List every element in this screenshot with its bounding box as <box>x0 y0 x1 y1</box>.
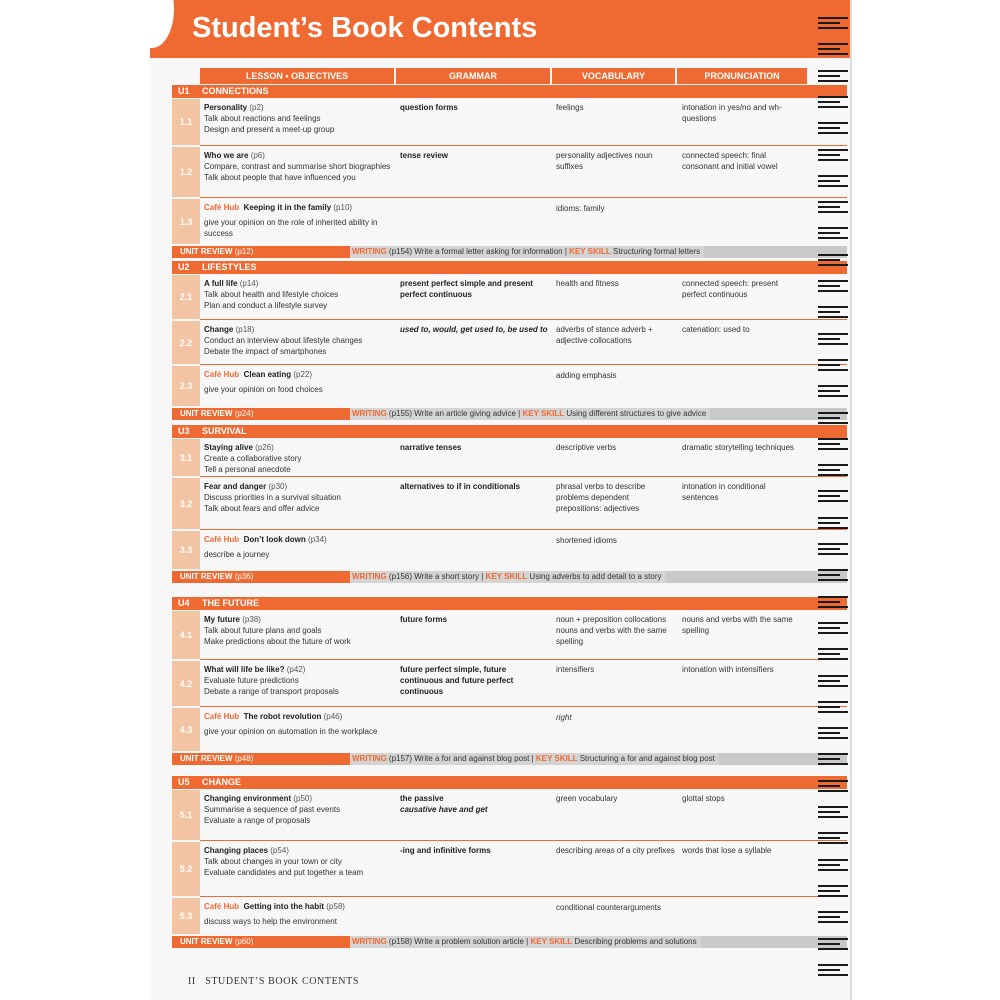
lesson-objective: Compare, contrast and summarise short biographies <box>204 162 391 171</box>
binding-ring <box>818 568 850 583</box>
grammar-cell <box>400 150 550 161</box>
binding-ring <box>818 858 850 873</box>
lesson-cell <box>204 793 394 826</box>
lesson-cell <box>204 614 394 647</box>
lesson-cell <box>204 150 394 183</box>
column-header-grammar: GRAMMAR <box>396 68 550 84</box>
binding-ring <box>818 752 850 767</box>
row-separator <box>200 896 847 897</box>
lesson-title: What will life be like? <box>204 665 285 674</box>
row-separator <box>200 706 847 707</box>
lesson-number: 1.1 <box>172 99 200 145</box>
footer-page-number: II <box>188 976 196 987</box>
lesson-number: 4.2 <box>172 661 200 706</box>
lesson-cell <box>204 534 394 560</box>
lesson-cell <box>204 481 394 514</box>
lesson-page-ref: (p26) <box>255 443 274 452</box>
binding-ring <box>818 963 850 978</box>
footer-text: STUDENT’S BOOK CONTENTS <box>205 976 359 987</box>
writing-text: (p154) Write a formal letter asking for information <box>388 247 563 256</box>
lesson-cell <box>204 202 394 239</box>
title-banner <box>150 0 850 58</box>
pronunciation-cell: nouns and verbs with the same spelling <box>682 615 793 635</box>
lesson-objective: Evaluate candidates and put together a team <box>204 868 364 877</box>
binding-ring <box>818 253 850 268</box>
lesson-title: Fear and danger <box>204 482 267 491</box>
vocabulary-cell: feelings <box>556 103 584 112</box>
writing-text: (p156) Write a short story <box>388 572 480 581</box>
lesson-page-ref: (p34) <box>308 535 327 544</box>
row-separator <box>200 197 847 198</box>
grammar-cell <box>400 278 550 300</box>
vocabulary-cell: phrasal verbs to describe problems dependent prepositions: adjectives <box>556 482 646 513</box>
grammar-text: narrative tenses <box>400 443 462 452</box>
lesson-number: 3.2 <box>172 478 200 529</box>
lesson-title-line <box>204 324 394 335</box>
lesson-objective: Talk about future plans and goals <box>204 626 322 635</box>
grammar-cell <box>400 664 550 697</box>
grammar-text: -ing and infinitive forms <box>400 846 491 855</box>
lesson-title-line <box>204 793 394 804</box>
binding-ring <box>818 69 850 84</box>
binding-ring <box>818 595 850 610</box>
grammar-cell <box>400 324 550 335</box>
unit-name: CONNECTIONS <box>202 86 269 96</box>
lesson-cell <box>204 102 394 135</box>
binding-ring <box>818 411 850 426</box>
lesson-number: 2.2 <box>172 321 200 364</box>
unit-review-page: (p12) <box>234 247 254 256</box>
unit-review-bar <box>172 936 847 948</box>
lesson-number: 1.2 <box>172 147 200 197</box>
binding-ring <box>818 726 850 741</box>
key-skill-label: KEY SKILL <box>535 754 578 763</box>
binding-ring <box>818 831 850 846</box>
pronunciation-cell: connected speech: final consonant and initial vowel <box>682 151 778 171</box>
unit-header-bar <box>172 85 847 98</box>
grammar-cell <box>400 614 550 625</box>
binding-ring <box>818 121 850 136</box>
lesson-objective: Make predictions about the future of work <box>204 637 351 646</box>
cafe-hub-label: Café Hub <box>204 370 240 379</box>
unit-code: U3 <box>178 426 190 436</box>
lesson-title-line <box>204 150 394 161</box>
key-skill-label: KEY SKILL <box>569 247 611 256</box>
binding-ring <box>818 542 850 557</box>
unit-review-text: UNIT REVIEW <box>180 937 233 946</box>
grammar-text: tense review <box>400 151 449 160</box>
pronunciation-cell: words that lose a syllable <box>682 846 772 855</box>
lesson-page-ref: (p22) <box>293 370 313 379</box>
grammar-text: present perfect simple and present perfect continuous <box>400 279 533 299</box>
lesson-title-line <box>204 442 394 453</box>
lesson-title-line <box>204 202 394 213</box>
lesson-title: Clean eating <box>243 370 292 379</box>
cafe-hub-label: Café Hub <box>204 203 240 212</box>
lesson-cell <box>204 442 394 475</box>
unit-review-bar <box>172 753 847 765</box>
lesson-title: Getting into the habit <box>243 902 325 911</box>
lesson-objective: Discuss priorities in a survival situation <box>204 493 341 502</box>
lesson-objective: Talk about health and lifestyle choices <box>204 290 339 299</box>
unit-code: U4 <box>178 598 190 608</box>
unit-code: U1 <box>178 86 190 96</box>
unit-review-text: UNIT REVIEW <box>180 247 233 256</box>
writing-task: WRITING (p155) Write an article giving advice | KEY SKILL Using different structures to give advice <box>350 408 710 420</box>
lesson-title-line <box>204 369 394 380</box>
lesson-page-ref: (p50) <box>293 794 313 803</box>
lesson-title-line <box>204 711 394 722</box>
pronunciation-cell: catenation: used to <box>682 325 750 334</box>
grammar-cell <box>400 481 550 492</box>
writing-label: WRITING <box>352 754 387 763</box>
vocabulary-cell: green vocabulary <box>556 794 618 803</box>
key-skill-text: Structuring formal letters <box>613 247 701 256</box>
lesson-page-ref: (p30) <box>268 482 288 491</box>
key-skill-label: KEY SKILL <box>485 572 528 581</box>
key-skill-text: Using adverbs to add detail to a story <box>529 572 662 581</box>
lesson-number: 5.3 <box>172 898 200 934</box>
column-header-vocabulary: VOCABULARY <box>552 68 675 84</box>
row-separator <box>200 840 847 841</box>
writing-text: (p158) Write a problem solution article <box>388 937 524 946</box>
lesson-number: 3.1 <box>172 439 200 476</box>
row-separator <box>200 145 847 146</box>
writing-label: WRITING <box>352 409 387 418</box>
vocabulary-cell: shortened idioms <box>556 536 617 545</box>
lesson-objective: Debate a range of transport proposals <box>204 687 339 696</box>
unit-name: CHANGE <box>202 777 242 787</box>
grammar-text: future perfect simple, future continuous and future perfect continuous <box>400 665 514 696</box>
lesson-title-line <box>204 614 394 625</box>
lesson-objective: give your opinion on the role of inherited ability in success <box>204 218 378 238</box>
key-skill-label: KEY SKILL <box>522 409 565 418</box>
lesson-title: Staying alive <box>204 443 253 452</box>
lesson-objective: Evaluate future predictions <box>204 676 299 685</box>
lesson-page-ref: (p58) <box>326 902 345 911</box>
lesson-objective: Talk about fears and offer advice <box>204 504 320 513</box>
grammar-text: alternatives to if in conditionals <box>400 482 521 491</box>
lesson-title-line <box>204 534 394 545</box>
lesson-page-ref: (p18) <box>235 325 255 334</box>
lesson-number: 5.2 <box>172 842 200 896</box>
writing-task: WRITING (p157) Write a for and against blog post | KEY SKILL Structuring a for and against blog post <box>350 753 719 765</box>
lesson-number: 2.3 <box>172 366 200 406</box>
binding-ring <box>818 805 850 820</box>
grammar-text: the passive <box>400 794 444 803</box>
lesson-page-ref: (p10) <box>333 203 353 212</box>
lesson-number: 1.3 <box>172 199 200 244</box>
vocabulary-cell: describing areas of a city prefixes <box>556 846 675 855</box>
lesson-cell <box>204 845 394 878</box>
vocabulary-cell: conditional counterarguments <box>556 903 661 912</box>
lesson-objective: Create a collaborative story <box>204 454 302 463</box>
lesson-number: 3.3 <box>172 531 200 569</box>
lesson-page-ref: (p54) <box>270 846 289 855</box>
writing-label: WRITING <box>352 247 387 256</box>
lesson-objective: Tell a personal anecdote <box>204 465 291 474</box>
unit-code: U5 <box>178 777 190 787</box>
unit-review-page: (p24) <box>234 409 254 418</box>
binding-ring <box>818 700 850 715</box>
lesson-objective: Evaluate a range of proposals <box>204 816 311 825</box>
lesson-title-line <box>204 901 394 912</box>
unit-review-bar <box>172 246 847 258</box>
binding-ring <box>818 437 850 452</box>
binding-ring <box>818 279 850 294</box>
unit-name: THE FUTURE <box>202 598 259 608</box>
unit-review-text: UNIT REVIEW <box>180 572 233 581</box>
binding-ring <box>818 332 850 347</box>
binding-ring <box>818 148 850 163</box>
vocabulary-cell: personality adjectives noun suffixes <box>556 151 653 171</box>
pronunciation-cell: intonation with intensifiers <box>682 665 774 674</box>
unit-header-bar <box>172 261 847 274</box>
lesson-title-line <box>204 845 394 856</box>
unit-review-bar <box>172 571 847 583</box>
binding-ring <box>818 384 850 399</box>
row-separator <box>200 319 847 320</box>
unit-name: LIFESTYLES <box>202 262 257 272</box>
binding-ring <box>818 305 850 320</box>
lesson-page-ref: (p14) <box>239 279 259 288</box>
writing-text: (p157) Write a for and against blog post <box>388 754 530 763</box>
grammar-text: used to, would, get used to, be used to <box>400 325 548 334</box>
vocabulary-cell: adding emphasis <box>556 371 617 380</box>
vocabulary-cell: health and fitness <box>556 279 619 288</box>
lesson-objective: give your opinion on automation in the workplace <box>204 727 378 736</box>
lesson-objective: Talk about people that have influenced you <box>204 173 356 182</box>
lesson-title: Don’t look down <box>243 535 306 544</box>
unit-header-bar <box>172 425 847 438</box>
lesson-title: Keeping it in the family <box>243 203 332 212</box>
lesson-cell <box>204 901 394 927</box>
lesson-page-ref: (p46) <box>323 712 343 721</box>
lesson-objective: Conduct an interview about lifestyle changes <box>204 336 363 345</box>
binding-ring <box>818 95 850 110</box>
unit-name: SURVIVAL <box>202 426 247 436</box>
lesson-page-ref: (p2) <box>249 103 264 112</box>
contents-page <box>150 0 850 1000</box>
vocabulary-cell: noun + preposition collocations nouns and verbs with the same spelling <box>556 615 667 646</box>
unit-review-text: UNIT REVIEW <box>180 409 233 418</box>
row-separator <box>200 529 847 530</box>
lesson-cell <box>204 278 394 311</box>
lesson-title-line <box>204 102 394 113</box>
binding-ring <box>818 358 850 373</box>
row-separator <box>200 476 847 477</box>
lesson-objective: Design and present a meet-up group <box>204 125 335 134</box>
key-skill-label: KEY SKILL <box>530 937 573 946</box>
unit-review-page: (p60) <box>234 937 254 946</box>
grammar-cell <box>400 793 550 815</box>
lesson-cell <box>204 369 394 395</box>
lesson-number: 4.3 <box>172 708 200 751</box>
lesson-title: The robot revolution <box>243 712 322 721</box>
lesson-cell <box>204 664 394 697</box>
lesson-page-ref: (p6) <box>250 151 265 160</box>
lesson-title: My future <box>204 615 240 624</box>
lesson-objective: give your opinion on food choices <box>204 385 323 394</box>
lesson-objective: Plan and conduct a lifestyle survey <box>204 301 328 310</box>
binding-ring <box>818 937 850 952</box>
binding-ring <box>818 621 850 636</box>
binding-ring <box>818 884 850 899</box>
page-title: Student’s Book Contents <box>192 12 538 44</box>
pronunciation-cell: connected speech: present perfect continuous <box>682 279 779 299</box>
column-header-pronunciation: PRONUNCIATION <box>677 68 807 84</box>
vocabulary-cell: right <box>556 713 572 722</box>
grammar-cell <box>400 442 550 453</box>
unit-review-bar <box>172 408 847 420</box>
lesson-title-line <box>204 664 394 675</box>
lesson-title-line <box>204 278 394 289</box>
grammar-cell <box>400 102 550 113</box>
cafe-hub-label: Café Hub <box>204 535 240 544</box>
row-separator <box>200 364 847 365</box>
lesson-cell <box>204 711 394 737</box>
key-skill-text: Describing problems and solutions <box>574 937 697 946</box>
lesson-objective: Talk about reactions and feelings <box>204 114 321 123</box>
unit-header-bar <box>172 776 847 789</box>
page-edge <box>850 0 852 1000</box>
lesson-title: Changing environment <box>204 794 292 803</box>
binding-ring <box>818 200 850 215</box>
grammar-text: question forms <box>400 103 458 112</box>
binding-ring <box>818 42 850 57</box>
unit-code: U2 <box>178 262 190 272</box>
pronunciation-cell: intonation in yes/no and wh- questions <box>682 103 782 123</box>
unit-review-text: UNIT REVIEW <box>180 754 233 763</box>
lesson-title: A full life <box>204 279 238 288</box>
writing-task: WRITING (p158) Write a problem solution article | KEY SKILL Describing problems and solutions <box>350 936 701 948</box>
binding-ring <box>818 463 850 478</box>
lesson-objective: Summarise a sequence of past events <box>204 805 341 814</box>
grammar-text: future forms <box>400 615 448 624</box>
binding-ring <box>818 226 850 241</box>
binding-ring <box>818 910 850 925</box>
banner-notch <box>150 0 174 48</box>
writing-text: (p155) Write an article giving advice <box>388 409 516 418</box>
binding-ring <box>818 779 850 794</box>
lesson-page-ref: (p42) <box>286 665 306 674</box>
lesson-title: Change <box>204 325 234 334</box>
unit-header-bar <box>172 597 847 610</box>
cafe-hub-label: Café Hub <box>204 712 240 721</box>
grammar-text-2: causative have and get <box>400 805 488 814</box>
spiral-binding <box>818 16 850 996</box>
binding-ring <box>818 674 850 689</box>
lesson-objective: Talk about changes in your town or city <box>204 857 342 866</box>
vocabulary-cell: adverbs of stance adverb + adjective collocations <box>556 325 653 345</box>
lesson-title-line <box>204 481 394 492</box>
binding-ring <box>818 516 850 531</box>
cafe-hub-label: Café Hub <box>204 902 240 911</box>
lesson-number: 4.1 <box>172 611 200 659</box>
key-skill-text: Using different structures to give advice <box>566 409 707 418</box>
unit-review-page: (p48) <box>234 754 254 763</box>
vocabulary-cell: descriptive verbs <box>556 443 617 452</box>
lesson-cell <box>204 324 394 357</box>
unit-review-page: (p36) <box>234 572 254 581</box>
binding-ring <box>818 489 850 504</box>
lesson-number: 5.1 <box>172 790 200 840</box>
row-separator <box>200 659 847 660</box>
lesson-title: Changing places <box>204 846 269 855</box>
page-footer <box>188 976 359 987</box>
writing-label: WRITING <box>352 937 387 946</box>
lesson-objective: describe a journey <box>204 550 270 559</box>
grammar-cell <box>400 845 550 856</box>
binding-ring <box>818 174 850 189</box>
pronunciation-cell: glottal stops <box>682 794 725 803</box>
vocabulary-cell: intensifiers <box>556 665 595 674</box>
lesson-number: 2.1 <box>172 275 200 319</box>
binding-ring <box>818 16 850 31</box>
pronunciation-cell: dramatic storytelling techniques <box>682 443 795 452</box>
vocabulary-cell: idioms: family <box>556 204 605 213</box>
lesson-objective: Debate the impact of smartphones <box>204 347 327 356</box>
column-header-lesson: LESSON • OBJECTIVES <box>200 68 394 84</box>
pronunciation-cell: intonation in conditional sentences <box>682 482 766 502</box>
writing-task: WRITING (p156) Write a short story | KEY SKILL Using adverbs to add detail to a story <box>350 571 666 583</box>
writing-task: WRITING (p154) Write a formal letter asking for information | KEY SKILL Structuring formal letters <box>350 246 704 258</box>
lesson-objective: discuss ways to help the environment <box>204 917 337 926</box>
key-skill-text: Structuring a for and against blog post <box>579 754 715 763</box>
lesson-page-ref: (p38) <box>242 615 261 624</box>
binding-ring <box>818 647 850 662</box>
lesson-title: Personality <box>204 103 248 112</box>
writing-label: WRITING <box>352 572 387 581</box>
lesson-title: Who we are <box>204 151 249 160</box>
